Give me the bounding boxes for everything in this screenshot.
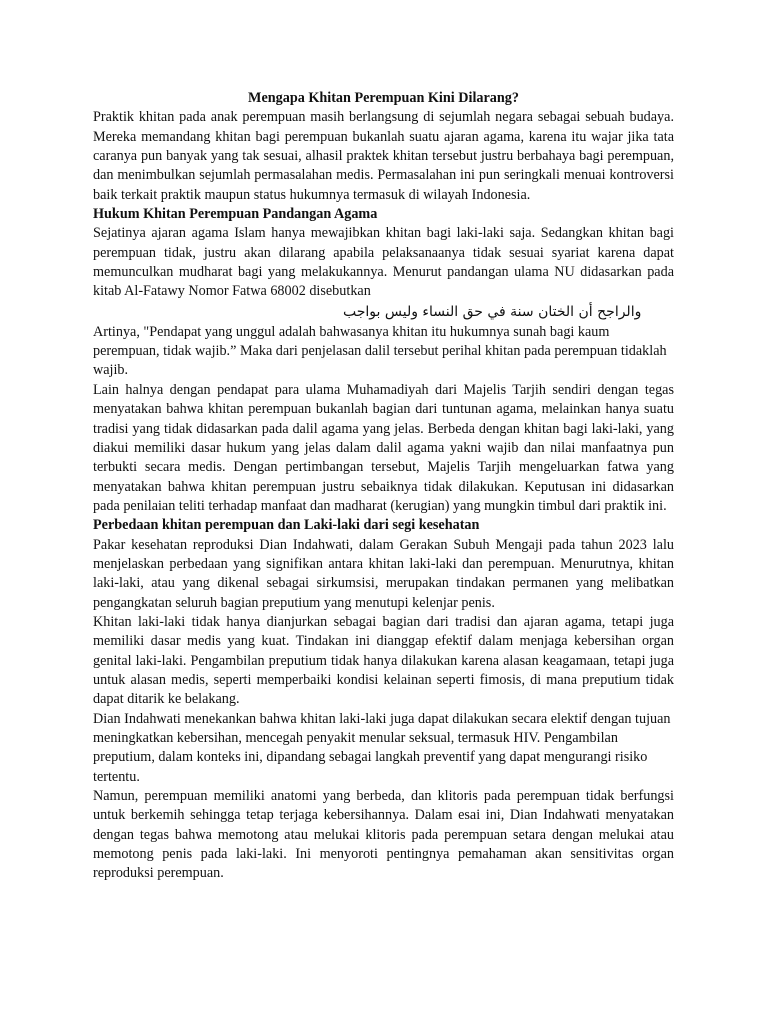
health-paragraph-4: Namun, perempuan memiliki anatomi yang berbeda, dan klitoris pada perempuan tidak berfungsi untuk berkemih sehingga tetap terjaga kebersihannya. Dalam esai ini, Dian Indahwati menyatakan dengan tegas bahwa memotong atau melukai klitoris pada perempuan setara dengan melukai atau memotong penis pada laki-laki. Ini menyoroti pentingnya pemahaman akan sensitivitas organ reproduksi perempuan. xyxy=(93,788,674,882)
health-paragraph-3: Dian Indahwati menekankan bahwa khitan laki-laki juga dapat dilakukan secara elektif dengan tujuan meningkatkan kebersihan, mencegah penyakit menular seksual, termasuk HIV. Pengambilan preputium, dalam konteks ini, dipandang sebagai langkah preventif yang dapat mengurangi risiko tertentu. xyxy=(93,710,671,785)
religion-paragraph-1: Sejatinya ajaran agama Islam hanya mewajibkan khitan bagi laki-laki saja. Sedangkan khitan bagi perempuan tidak, justru akan dilarang apabila pelaksanaanya tidak sesuai syariat karena dapat memunculkan mudharat bagi yang melakukannya. Menurut pandangan ulama NU didasarkan pada kitab Al-Fatawy Nomor Fatwa 68002 disebutkan xyxy=(93,225,674,300)
religion-paragraph-2: Artinya, "Pendapat yang unggul adalah bahwasanya khitan itu hukumnya sunah bagi kaum perempuan, tidak wajib.” Maka dari penjelasan dalil tersebut perihal khitan pada perempuan tidaklah wajib. xyxy=(93,323,667,379)
health-paragraph-1: Pakar kesehatan reproduksi Dian Indahwati, dalam Gerakan Subuh Mengaji pada tahun 2023 lalu menjelaskan perbedaan yang signifikan antara khitan laki-laki dan perempuan. Menurutnya, khitan laki-laki, atau yang dikenal sebagai sirkumsisi, merupakan tindakan permanen yang melibatkan pengangkatan seluruh bagian preputium yang menutupi kelenjar penis. xyxy=(93,536,674,611)
document-title: Mengapa Khitan Perempuan Kini Dilarang? xyxy=(248,90,519,106)
section-heading-health: Perbedaan khitan perempuan dan Laki-laki dari segi kesehatan xyxy=(93,517,480,534)
intro-paragraph: Praktik khitan pada anak perempuan masih berlangsung di sejumlah negara sebagai sebuah budaya. Mereka memandang khitan bagi perempuan bukanlah suatu ajaran agama, karena itu wajar jika tata caranya pun banyak yang tak sesuai, alhasil praktek khitan tersebut justru berbahaya bagi perempuan, dan menimbulkan sejumlah permasalahan medis. Permasalahan ini pun seringkali menuai kontroversi baik terkait praktik maupun status hukumnya termasuk di wilayah Indonesia. xyxy=(93,109,674,203)
health-paragraph-2: Khitan laki-laki tidak hanya dianjurkan sebagai bagian dari tradisi dan ajaran agama, tetapi juga memiliki dasar medis yang kuat. Tindakan ini dianggap efektif dalam menjaga kebersihan organ genital laki-laki. Pengambilan preputium tidak hanya dilakukan karena alasan keagamaan, tetapi juga untuk alasan medis, seperti memperbaiki kondisi kelainan seperti fimosis, di mana preputium tidak dapat ditarik ke belakang. xyxy=(93,613,674,708)
arabic-quote: والراجح أن الختان سنة في حق النساء وليس بواجب xyxy=(343,303,642,320)
document-page xyxy=(93,89,674,884)
section-heading-religion: Hukum Khitan Perempuan Pandangan Agama xyxy=(93,206,378,223)
religion-paragraph-3: Lain halnya dengan pendapat para ulama Muhamadiyah dari Majelis Tarjih sendiri dengan tegas menyatakan bahwa khitan perempuan bukanlah bagian dari tuntunan agama, melainkan hanya suatu tradisi yang tidak didasarkan pada dalil agama yang jelas. Berbeda dengan khitan bagi laki-laki, yang diakui memiliki dasar hukum yang jelas dalam dalil agama yakni wajib dan nilai manfaatnya pun terbukti secara medis. Dengan pertimbangan tersebut, Majelis Tarjih mengeluarkan fatwa yang menyatakan bahwa khitan perempuan justru sebaiknya tidak dilakukan. Keputusan ini didasarkan pada penilaian teliti terhadap manfaat dan madharat (kerugian) yang mungkin timbul dari praktik ini. xyxy=(93,381,674,514)
